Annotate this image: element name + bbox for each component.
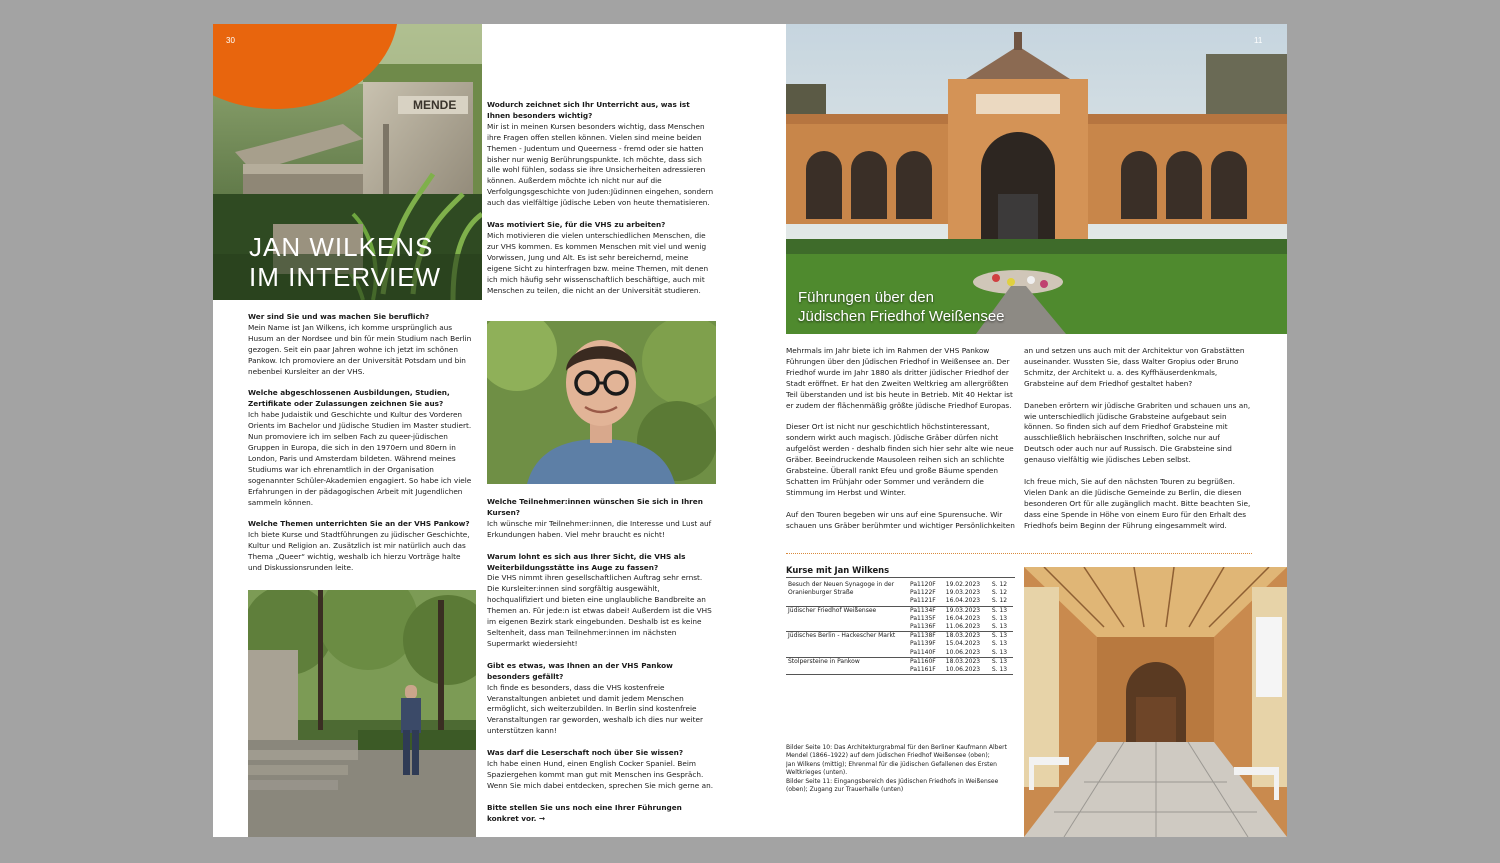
course-code: Pa1161F: [910, 666, 936, 674]
courses-table: [786, 581, 1013, 675]
course-date: 16.04.2023: [945, 614, 981, 622]
qa-block: [248, 388, 476, 508]
page-number-right: 11: [1254, 36, 1263, 45]
course-name: Jüdisches Berlin - Hackescher Markt: [786, 632, 908, 658]
answer: Die VHS nimmt ihren gesellschaftlichen Auftrag sehr ernst. Die Kursleiter:innen sind sorgfältig ausgewählt, hochqualifiziert und bieten eine unglaubliche Bandbreite an Themen an. Für jede:n ist etwas dabei! Außerdem ist die VHS im eigenen Bezirk stark eingebunden. Deshalb ist es keine Seltenheit, dass man Teilnehmer:innen im nächsten Supermarkt wiedersieht!: [487, 573, 712, 648]
credit-line: Bilder Seite 11: Eingangsbereich des Jüdischen Friedhofs in Weißensee (oben); Zugang zur Trauerhalle (unten): [786, 777, 999, 794]
course-date: 19.03.2023: [944, 606, 990, 615]
portrait-photo: [487, 321, 716, 484]
credit-line: Bilder Seite 10: Das Architekturgrabmal für den Berliner Kaufmann Albert Mendel (1866–1922) auf dem Jüdischen Friedhof Weißensee (oben);: [786, 744, 1007, 760]
interview-column-2-bottom: [487, 497, 715, 836]
paragraph: an und setzen uns auch mit der Architektur von Grabstätten auseinander. Wussten Sie, dass Walter Gropius oder Bruno Schmitz, der Architekt u. a. des Kyffhäuserdenkmals, Grabsteine auf dem Friedhof gestaltet haben?: [1024, 346, 1245, 388]
answer: Mein Name ist Jan Wilkens, ich komme ursprünglich aus Husum an der Nordsee und bin für mein Studium nach Berlin gezogen. Seit ein paar Jahren wohne ich jetzt im schönen Pankow. Ich promoviere an der Universität Potsdam und bin nebenbei Kursleiter an der VHS.: [248, 322, 472, 376]
question: Welche Themen unterrichten Sie an der VHS Pankow?: [248, 519, 470, 529]
section-divider: [786, 553, 1252, 554]
paragraph: Dieser Ort ist nicht nur geschichtlich höchstinteressant, sondern wirkt auch magisch. Jüdische Gräber dürfen nicht aufgelöst werden - deshalb finden sich hier sehr alte wie neue Gräber. Beeindruckende Mausoleen reihen sich an schlichte Grabsteine. Überall rankt Efeu und große Bäume spenden Schatten im Frühjahr oder Sommer und verändern die Stimmung im Herbst und Winter.: [786, 422, 1014, 497]
closing-text: Bitte stellen Sie uns noch eine Ihrer Führungen konkret vor. →: [487, 802, 682, 823]
course-page: S. 13: [991, 666, 1008, 674]
courses-title: Kurse mit Jan Wilkens: [786, 565, 1015, 578]
table-row: [786, 581, 1013, 589]
qa-block: [248, 312, 476, 377]
course-code: Pa1120F: [910, 581, 936, 588]
question: Was darf die Leserschaft noch über Sie wissen?: [487, 748, 684, 758]
course-date: 18.03.2023: [944, 657, 990, 666]
course-page: S. 13: [991, 640, 1008, 648]
course-page: S. 13: [990, 606, 1013, 615]
closing-question: [487, 803, 715, 825]
table-row: [786, 657, 1013, 666]
course-date: 15.04.2023: [945, 640, 981, 648]
question: Warum lohnt es sich aus Ihrer Sicht, die VHS als Weiterbildungsstätte ins Auge zu fassen?: [487, 551, 686, 572]
course-code: Pa1136F: [910, 623, 936, 631]
interview-column-1: [248, 312, 476, 585]
qa-block: [487, 220, 715, 296]
article-column-2: [1024, 346, 1252, 543]
course-page: S. 13: [990, 632, 1013, 641]
course-code: Pa1139F: [910, 640, 936, 648]
course-code: Pa1121F: [910, 597, 936, 605]
course-name: Besuch der Neuen Synagoge in der Oranienburger Straße: [788, 581, 895, 597]
table-row: [786, 606, 1013, 615]
qa-block: [487, 100, 715, 209]
course-date: 19.02.2023: [945, 581, 981, 588]
course-date: 10.06.2023: [945, 648, 981, 656]
course-name: Jüdischer Friedhof Weißensee: [786, 606, 908, 632]
course-page: S. 12: [991, 589, 1008, 597]
course-page: S. 13: [991, 623, 1008, 631]
courses-box: [786, 565, 1015, 675]
question: Wer sind Sie und was machen Sie beruflich?: [248, 312, 430, 321]
course-code: Pa1140F: [910, 648, 936, 656]
hallway-photo: [1024, 567, 1287, 837]
course-date: 10.06.2023: [945, 666, 981, 674]
interview-title: [249, 232, 441, 292]
course-page: S. 12: [991, 597, 1008, 605]
left-page: [213, 24, 786, 837]
paragraph: Ich freue mich, Sie auf den nächsten Touren zu begrüßen. Vielen Dank an die Jüdische Gemeinde zu Berlin, die diesen besonderen Ort für alle zugänglich macht. Bitte beachten Sie, dass eine Spende in Höhe von einem Euro für den Erhalt des Friedhofs beim Beginn der Führung eingesammelt wird.: [1024, 477, 1251, 530]
answer: Ich habe einen Hund, einen English Cocker Spaniel. Beim Spaziergehen kommt man gut mit Menschen ins Gespräch. Wenn Sie mich dabei entdecken, sprechen Sie mich gerne an.: [487, 759, 714, 790]
course-date: 16.04.2023: [945, 597, 981, 605]
right-page: [786, 24, 1287, 837]
answer: Mir ist in meinen Kursen besonders wichtig, dass Menschen ihre Fragen offen stellen können. Vielen sind meine beiden Themen - Judentum und Queerness - fremd oder sie hatten bisher nur wenig Berührungspunkte. Ich möchte, dass sich alle wohl fühlen, sodass sie ihre Unsicherheiten adressieren können. Außerdem möchte ich nicht nur auf die Verfolgungsgeschichte von Juden:Jüdinnen eingehen, sondern auch das vielfältige jüdische Leben von heute thematisieren.: [487, 121, 714, 208]
caption-line-2: Jüdischen Friedhof Weißensee: [798, 308, 1005, 325]
qa-block: [487, 661, 715, 737]
course-page: S. 13: [991, 648, 1008, 656]
answer: Ich habe Judaistik und Geschichte und Kultur des Vorderen Orients im Bachelor und Jüdische Studien im Master studiert. Nun promoviere ich im selben Fach zu queer-jüdischen Gruppen in Europa, die sich in den 1970ern und 80ern in London, Paris und Amsterdam bildeten. Während meines Studiums war ich ehrenamtlich in der Organisation sogenannter Schüler-Akademien engagiert. So habe ich viele Erfahrungen in der pädagogischen Arbeit mit Jugendlichen sammeln können.: [248, 410, 472, 507]
page-number-left: 30: [226, 36, 235, 45]
course-date: 18.03.2023: [944, 632, 990, 641]
answer: Ich wünsche mir Teilnehmer:innen, die Interesse und Lust auf Erkundungen haben. Viel mehr braucht es nicht!: [487, 518, 712, 539]
question: Wodurch zeichnet sich Ihr Unterricht aus, was ist Ihnen besonders wichtig?: [487, 100, 690, 120]
answer: Ich biete Kurse und Stadtführungen zu jüdischer Geschichte, Kultur und Religion an. Zusätzlich ist mir natürlich auch das Thema „Queer“ wichtig, weshalb ich hierzu Vorträge halte und Diskussionsrunden leite.: [248, 530, 470, 573]
interview-column-2-top: [487, 100, 715, 307]
photo-caption: [798, 288, 1005, 326]
paragraph: Mehrmals im Jahr biete ich im Rahmen der VHS Pankow Führungen über den Jüdischen Friedhof in Weißensee an. Der Friedhof wurde im Jahr 1880 als dritter jüdischer Friedhof der Stadt eröffnet. Er hat den Zweiten Weltkrieg am allergrößten Teil überstanden und ist bis heute in Betrieb. Mit 40 Hektar ist er zudem der flächenmäßig größte jüdische Friedhof Europas.: [786, 346, 1013, 410]
memorial-photo: [248, 590, 476, 837]
article-column-1: [786, 346, 1015, 543]
headstone-text: MENDE: [413, 98, 457, 112]
course-date: 11.06.2023: [945, 623, 981, 631]
title-line-2: IM INTERVIEW: [249, 262, 442, 292]
course-page: S. 13: [991, 614, 1008, 622]
course-name: Stolpersteine in Pankow: [786, 657, 908, 674]
course-page: S. 13: [990, 657, 1013, 666]
course-page: S. 12: [991, 581, 1008, 588]
paragraph: Daneben erörtern wir jüdische Grabriten und schauen uns an, wie unterschiedlich jüdische Grabsteine aufgebaut sein können. So finden sich auf dem Friedhof Grabsteine mit ausschließlich hebräischen Inschriften, solche nur auf Deutsch oder auch nur auf Russisch. Die Grabsteine sind genauso vielfältig wie jüdisches Leben selbst.: [1024, 400, 1251, 465]
answer: Mich motivieren die vielen unterschiedlichen Menschen, die zur VHS kommen. Es kommen Menschen mit viel und wenig Vorwissen, Jung und Alt. Es ist sehr bereichernd, meine eigene Sicht zu hinterfragen bzw. meine Themen, mit denen ich mich häufig sehr wissenschaftlich beschäftige, auch mit Menschen zu teilen, die nicht an der Universität studieren.: [487, 230, 709, 295]
qa-block: [487, 497, 715, 541]
course-code: Pa1160F: [908, 657, 944, 666]
course-code: Pa1138F: [908, 632, 944, 641]
caption-line-1: Führungen über den: [798, 289, 934, 306]
title-line-1: JAN WILKENS: [249, 232, 434, 262]
course-date: 19.03.2023: [945, 589, 981, 597]
paragraph: Auf den Touren begeben wir uns auf eine Spurensuche. Wir schauen uns Gräber berühmter und wichtiger Persönlichkeiten: [786, 509, 1015, 530]
question: Welche abgeschlossenen Ausbildungen, Studien, Zertifikate oder Zulassungen zeichnen Sie aus?: [248, 388, 450, 409]
qa-block: [487, 552, 715, 650]
question: Gibt es etwas, was Ihnen an der VHS Pankow besonders gefällt?: [487, 660, 673, 681]
answer: Ich finde es besonders, dass die VHS kostenfreie Veranstaltungen anbietet und damit jedem Menschen ermöglicht, sich weiterzubilden. In Berlin sind kostenfreie Veranstaltungen rar geworden, weshalb ich dies nur weiter unterstützen kann!: [487, 682, 703, 736]
course-code: Pa1135F: [910, 614, 936, 622]
course-code: Pa1122F: [910, 589, 936, 597]
photo-credits: [786, 744, 1015, 794]
credit-line: Jan Wilkens (mittig); Ehrenmal für die jüdischen Gefallenen des Ersten Weltkrieges (unten).: [786, 760, 997, 777]
table-row: [786, 632, 1013, 641]
question: Welche Teilnehmer:innen wünschen Sie sich in Ihren Kursen?: [487, 497, 703, 517]
qa-block: [248, 519, 476, 574]
qa-block: [487, 748, 715, 792]
question: Was motiviert Sie, für die VHS zu arbeiten?: [487, 220, 666, 230]
course-code: Pa1134F: [908, 606, 944, 615]
